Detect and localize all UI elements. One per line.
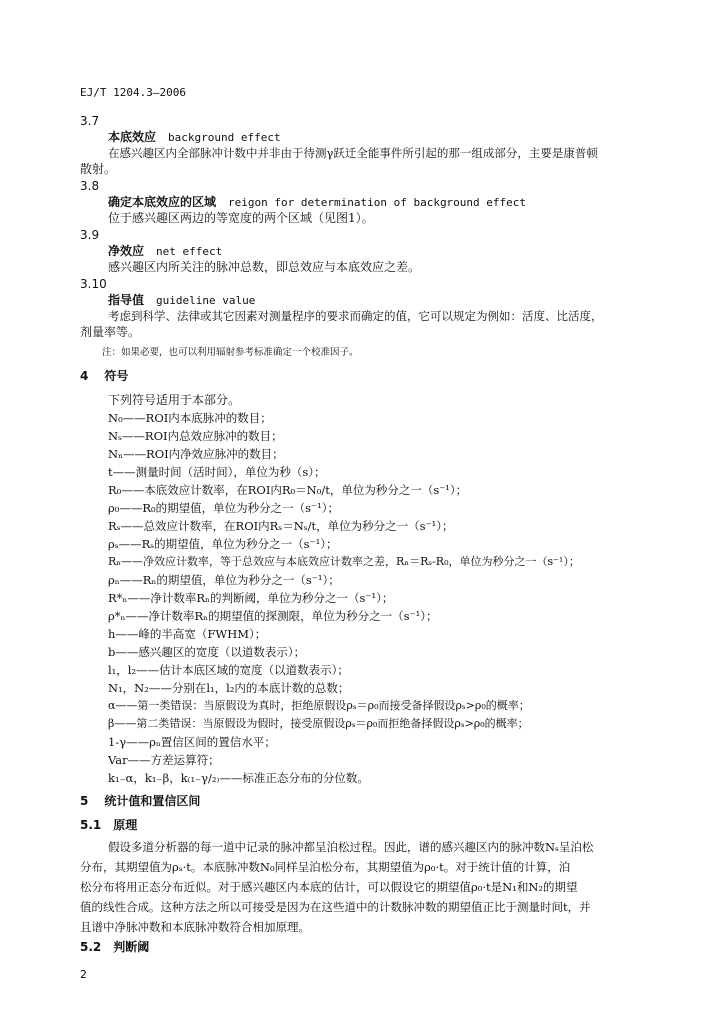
- symbol-entry: ρₛ——Rₛ的期望值，单位为秒分之一（s⁻¹）；: [108, 537, 338, 551]
- definition-line: 位于感兴趣区两边的等宽度的两个区域（见图1）。: [108, 211, 374, 225]
- section-number: 5: [80, 794, 89, 808]
- symbol-entry: l₁，l₂——估计本底区域的宽度（以道数表示）；: [108, 663, 349, 677]
- symbol-entry: α——第一类错误：当原假设为真时，拒绝原假设ρₛ＝ρ₀而接受备择假设ρₛ>ρ₀的概率；: [108, 699, 530, 712]
- section-number-3-9: 3.9: [80, 228, 100, 242]
- page-number: 2: [80, 968, 87, 981]
- section-number-3-10: 3.10: [80, 277, 107, 291]
- section-heading-4: [80, 369, 128, 383]
- term-zh: 确定本底效应的区域: [108, 195, 217, 209]
- section-number: 5.1: [80, 818, 102, 832]
- symbol-entry: β——第二类错误：当原假设为假时，接受原假设ρₛ＝ρ₀而拒绝备择假设ρₛ>ρ₀的概率；: [108, 717, 529, 730]
- definition-line: 剂量率等。: [80, 325, 141, 339]
- paragraph-line: 且谱中净脉冲数和本底脉冲数符合相加原理。: [80, 920, 310, 934]
- section-title: 统计值和置信区间: [104, 794, 201, 808]
- symbol-entry: ρₙ——Rₙ的期望值，单位为秒分之一（s⁻¹）；: [108, 573, 340, 587]
- term-zh: 指导值: [108, 293, 145, 307]
- symbol-entry: N₁，N₂——分别在l₁，l₂内的本底计数的总数；: [108, 681, 350, 695]
- section-heading-5: [80, 794, 200, 808]
- term-region-background: [108, 195, 526, 210]
- symbol-entry: k₁₋α，k₁₋β，k₍₁₋γ/₂₎——标准正态分布的分位数。: [108, 771, 369, 785]
- symbols-intro: 下列符号适用于本部分。: [108, 393, 241, 407]
- symbol-entry: t——测量时间（活时间），单位为秒（s）；: [108, 465, 326, 479]
- term-zh: 净效应: [108, 244, 145, 258]
- section-heading-5-2: [80, 940, 149, 954]
- paragraph-line: 分布，其期望值为ρₛ·t。本底脉冲数N₀同样呈泊松分布，其期望值为ρ₀·t。对于统计值的计算，泊: [80, 860, 571, 874]
- paragraph-line: 值的线性合成。这种方法之所以可接受是因为在这些道中的计数脉冲数的期望值正比于测量时间t，并: [80, 900, 591, 914]
- section-number-3-7: 3.7: [80, 114, 100, 128]
- term-guideline-value: [108, 293, 255, 308]
- paragraph-line: 假设多道分析器的每一道中记录的脉冲都呈泊松过程。因此，谱的感兴趣区内的脉冲数Nₛ呈泊松: [108, 840, 594, 854]
- section-number: 4: [80, 369, 89, 383]
- term-background-effect: [108, 130, 281, 145]
- symbol-entry: h——峰的半高宽（FWHM）；: [108, 627, 267, 641]
- symbol-entry: R*ₙ——净计数率Rₙ的判断阈，单位为秒分之一（s⁻¹）；: [108, 591, 394, 605]
- section-title: 符号: [104, 369, 129, 383]
- symbol-entry: Rₙ——净效应计数率，等于总效应与本底效应计数率之差，Rₙ＝Rₛ-R₀，单位为秒分之一（s⁻¹）；: [108, 555, 580, 568]
- term-en: net effect: [156, 245, 223, 258]
- symbol-entry: Var——方差运算符；: [108, 753, 220, 767]
- document-code: EJ/T 1204.3—2006: [80, 86, 186, 99]
- symbol-entry: Nₙ——ROI内净效应脉冲的数目；: [108, 447, 284, 461]
- term-zh: 本底效应: [108, 130, 157, 144]
- definition-line: 感兴趣区内所关注的脉冲总数，即总效应与本底效应之差。: [108, 260, 421, 274]
- definition-line: 散射。: [80, 162, 117, 176]
- definition-line: 在感兴趣区内全部脉冲计数中并非由于待测γ跃迁全能事件所引起的那一组成部分，主要是康普顿: [108, 146, 598, 160]
- symbol-entry: ρ₀——R₀的期望值，单位为秒分之一（s⁻¹）；: [108, 501, 339, 515]
- section-number: 5.2: [80, 940, 102, 954]
- symbol-entry: 1-γ——ρₙ置信区间的置信水平；: [108, 735, 276, 749]
- symbol-entry: N₀——ROI内本底脉冲的数目；: [108, 411, 272, 425]
- definition-line: 考虑到科学、法律或其它因素对测量程序的要求而确定的值，它可以规定为例如：活度、比活度，: [108, 309, 603, 323]
- symbol-entry: ρ*ₙ——净计数率Rₙ的期望值的探测限，单位为秒分之一（s⁻¹）；: [108, 609, 438, 623]
- section-title: 原理: [113, 818, 138, 832]
- term-en: background effect: [168, 131, 281, 144]
- term-net-effect: [108, 244, 222, 259]
- symbol-entry: b——感兴趣区的宽度（以道数表示）；: [108, 645, 306, 659]
- section-heading-5-1: [80, 818, 137, 832]
- note-text: 注：如果必要，也可以利用辐射参考标准确定一个校准因子。: [102, 347, 359, 358]
- paragraph-line: 松分布将用正态分布近似。对于感兴趣区内本底的估计，可以假设它的期望值ρ₀·t是N₁和N₂的期望: [80, 880, 578, 894]
- symbol-entry: Rₛ——总效应计数率，在ROI内Rₛ＝Nₛ/t，单位为秒分之一（s⁻¹）；: [108, 519, 454, 533]
- section-number-3-8: 3.8: [80, 179, 100, 193]
- symbol-entry: R₀——本底效应计数率，在ROI内R₀＝N₀/t，单位为秒分之一（s⁻¹）；: [108, 483, 468, 497]
- section-title: 判断阈: [113, 940, 150, 954]
- symbol-entry: Nₛ——ROI内总效应脉冲的数目；: [108, 429, 283, 443]
- term-en: guideline value: [156, 294, 256, 307]
- term-en: reigon for determination of background effect: [228, 196, 527, 209]
